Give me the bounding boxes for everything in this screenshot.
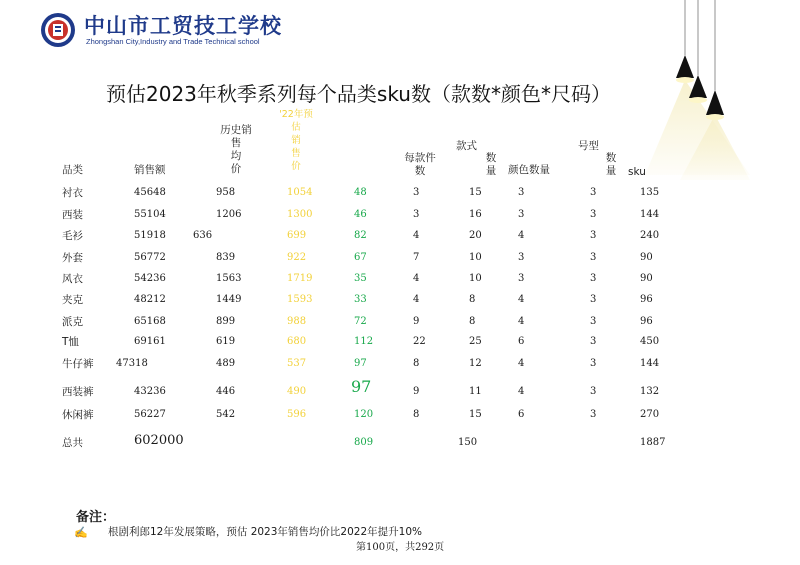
color-qty-cell: 3 [518,273,525,284]
per-style-cell: 9 [413,386,420,397]
category-cell: T恤 [62,336,79,348]
style-qty-cell: 20 [469,230,482,241]
header-size-qty: 数 量 [605,152,617,177]
hist-price-cell: 958 [216,187,236,198]
style-qty-cell: 11 [469,386,482,397]
per-style-cell: 8 [413,409,420,420]
est-price-cell: 1719 [287,273,313,284]
green-value-cell: 97 [351,377,372,396]
hist-price-cell: 489 [216,358,236,369]
per-style-cell: 4 [413,273,420,284]
sales-cell: 51918 [134,230,166,241]
color-qty-cell: 4 [518,386,525,397]
size-qty-cell: 3 [590,252,597,263]
per-style-cell: 3 [413,187,420,198]
green-value-cell: 67 [354,252,367,263]
est-price-cell: 988 [287,316,307,327]
size-qty-cell: 3 [590,294,597,305]
est-price-cell: 699 [287,230,307,241]
sku-cell: 270 [640,409,660,420]
green-value-cell: 33 [354,294,367,305]
sku-cell: 90 [640,273,653,284]
sku-cell: 135 [640,187,660,198]
hist-price-cell: 899 [216,316,236,327]
category-cell: 外套 [62,252,83,264]
header-sales: 销售额 [134,164,166,176]
category-cell: 西装 [62,209,83,221]
pen-icon: ✍ [74,526,88,539]
school-name-en: Zhongshan City,Industry and Trade Technical school [86,37,260,46]
category-cell: 西装裤 [62,386,94,398]
sku-cell: 96 [640,316,653,327]
total-style-qty: 150 [458,437,478,448]
color-qty-cell: 3 [518,187,525,198]
slide-title: 预估2023年秋季系列每个品类sku数（款数*颜色*尺码） [106,82,611,106]
size-qty-cell: 3 [590,409,597,420]
sales-cell: 43236 [134,386,166,397]
color-qty-cell: 4 [518,316,525,327]
sku-cell: 144 [640,358,660,369]
size-qty-cell: 3 [590,187,597,198]
category-cell: 衬衣 [62,187,83,199]
sales-cell: 56772 [134,252,166,263]
school-name-cn: 中山市工贸技工学校 [84,13,282,38]
style-qty-cell: 15 [469,187,482,198]
header-items-per-style: 每款件 数 [404,152,436,177]
per-style-cell: 4 [413,230,420,241]
style-qty-cell: 10 [469,273,482,284]
style-qty-cell: 15 [469,409,482,420]
green-value-cell: 48 [354,187,367,198]
color-qty-cell: 6 [518,336,525,347]
green-value-cell: 112 [354,336,374,347]
hist-price-cell: 542 [216,409,236,420]
category-cell: 夹克 [62,294,83,306]
green-value-cell: 35 [354,273,367,284]
color-qty-cell: 4 [518,358,525,369]
sales-cell: 65168 [134,316,166,327]
category-cell: 牛仔裤 [62,358,94,370]
header-category: 品类 [62,164,83,176]
sales-cell: 69161 [134,336,166,347]
total-green-value: 809 [354,437,374,448]
sku-cell: 450 [640,336,660,347]
color-qty-cell: 4 [518,230,525,241]
green-value-cell: 72 [354,316,367,327]
total-label: 总共 [62,437,83,449]
sku-cell: 90 [640,252,653,263]
green-value-cell: 82 [354,230,367,241]
hist-price-cell: 839 [216,252,236,263]
per-style-cell: 3 [413,209,420,220]
sku-cell: 132 [640,386,660,397]
header-2022-estimated-price: '22年预 估 销 售 价 [279,109,313,172]
est-price-cell: 680 [287,336,307,347]
sku-cell: 144 [640,209,660,220]
est-price-cell: 537 [287,358,307,369]
category-cell: 派克 [62,316,83,328]
style-qty-cell: 10 [469,252,482,263]
per-style-cell: 22 [413,336,426,347]
category-cell: 毛衫 [62,230,83,242]
est-price-cell: 596 [287,409,307,420]
per-style-cell: 4 [413,294,420,305]
green-value-cell: 46 [354,209,367,220]
hist-price-cell: 446 [216,386,236,397]
header-style-qty: 数 量 [485,152,497,177]
sales-cell: 47318 [116,358,148,369]
sales-cell: 45648 [134,187,166,198]
per-style-cell: 8 [413,358,420,369]
size-qty-cell: 3 [590,209,597,220]
header-size-group: 号型 [578,140,599,152]
notes-title: 备注： [76,510,116,525]
hist-price-cell: 619 [216,336,236,347]
est-price-cell: 490 [287,386,307,397]
per-style-cell: 7 [413,252,420,263]
header-style-group: 款式 [456,140,477,152]
pendant-lamps-decoration [640,0,800,200]
sales-cell: 55104 [134,209,166,220]
style-qty-cell: 25 [469,336,482,347]
header-historical-avg-price: 历史销 售 均 价 [220,124,252,175]
style-qty-cell: 8 [469,316,476,327]
color-qty-cell: 4 [518,294,525,305]
page-number: 第100页，共292页 [356,542,445,553]
est-price-cell: 1593 [287,294,313,305]
green-value-cell: 97 [354,358,367,369]
size-qty-cell: 3 [590,230,597,241]
sku-cell: 96 [640,294,653,305]
school-logo [40,12,76,48]
green-value-cell: 120 [354,409,374,420]
style-qty-cell: 12 [469,358,482,369]
per-style-cell: 9 [413,316,420,327]
notes-text: 根剧利郎12年发展策略，预估 2023年销售均价比2022年提升10% [108,526,422,538]
hist-price-cell: 1449 [216,294,242,305]
est-price-cell: 922 [287,252,307,263]
est-price-cell: 1300 [287,209,313,220]
color-qty-cell: 3 [518,209,525,220]
style-qty-cell: 8 [469,294,476,305]
size-qty-cell: 3 [590,336,597,347]
hist-price-cell: 1563 [216,273,242,284]
style-qty-cell: 16 [469,209,482,220]
total-sku: 1887 [640,437,666,448]
header-sku: sku [628,166,646,178]
sales-cell: 56227 [134,409,166,420]
header-color-qty: 颜色数量 [508,164,550,176]
sales-cell: 48212 [134,294,166,305]
color-qty-cell: 6 [518,409,525,420]
color-qty-cell: 3 [518,252,525,263]
est-price-cell: 1054 [287,187,313,198]
size-qty-cell: 3 [590,273,597,284]
size-qty-cell: 3 [590,386,597,397]
hist-price-cell: 636 [193,230,213,241]
sales-cell: 54236 [134,273,166,284]
size-qty-cell: 3 [590,316,597,327]
category-cell: 休闲裤 [62,409,94,421]
category-cell: 风衣 [62,273,83,285]
hist-price-cell: 1206 [216,209,242,220]
sku-cell: 240 [640,230,660,241]
size-qty-cell: 3 [590,358,597,369]
total-sales: 602000 [134,433,184,448]
